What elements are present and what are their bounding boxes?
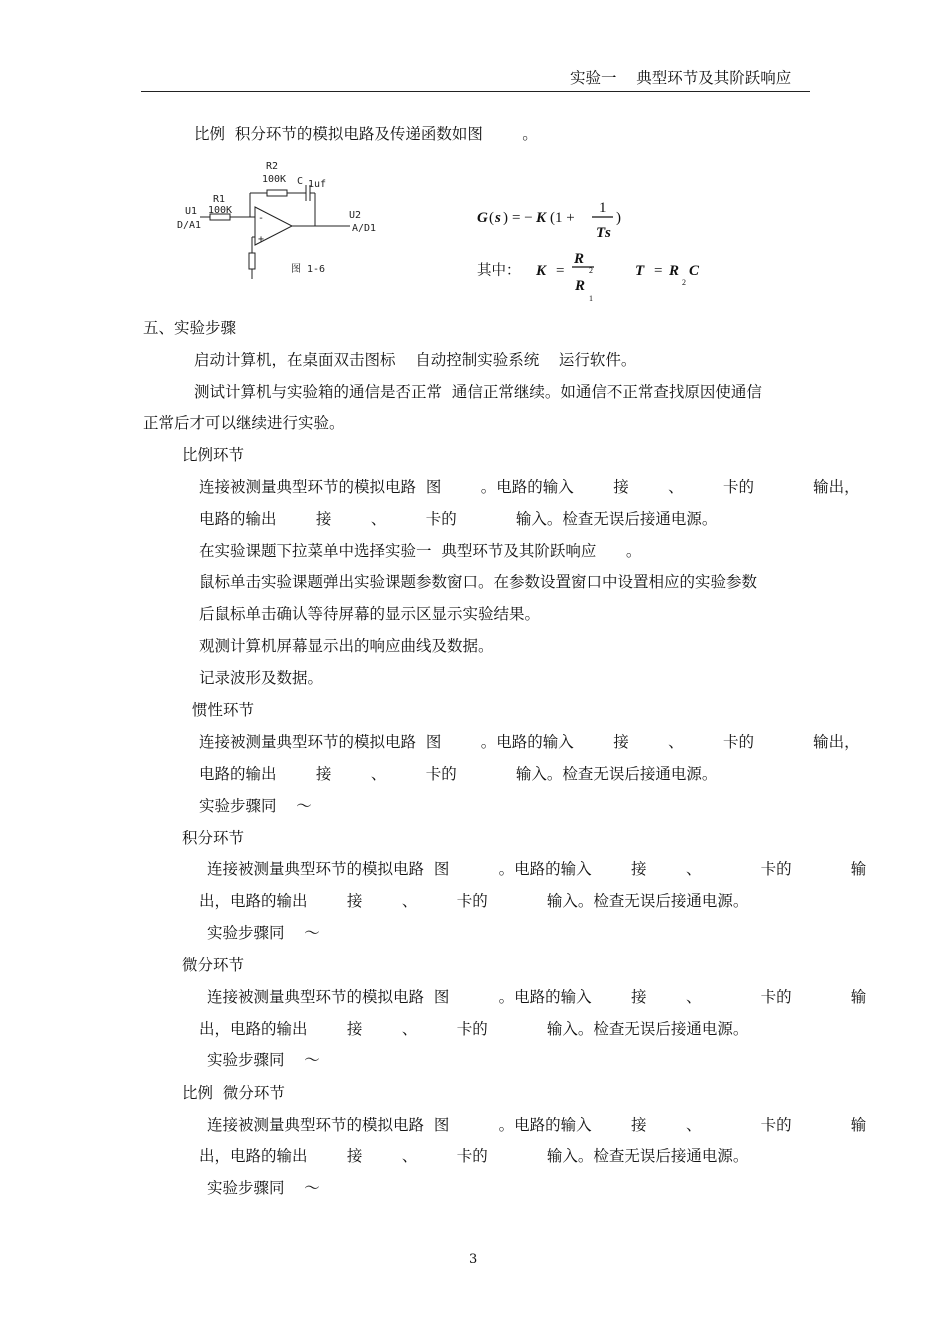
integral-step-2: 实验步骤同 ～ (207, 924, 320, 942)
u2-port: A/D1 (352, 223, 377, 234)
u1-port: D/A1 (177, 220, 202, 231)
step-1: 启动计算机，在桌面双击图标 自动控制实验系统 运行软件。 (194, 351, 637, 369)
eq-r-num-sub: 2 (589, 266, 593, 275)
eq-eq1: = (556, 263, 565, 279)
page-number: 3 (469, 1252, 478, 1267)
eq-r-den: R (575, 278, 586, 294)
u2-label: U2 (348, 210, 361, 221)
capacitor-label: C (297, 176, 304, 187)
proportional-step-2: 在实验课题下拉菜单中选择实验一 典型环节及其阶跃响应 。 (199, 542, 642, 560)
integral-step-1a: 连接被测量典型环节的模拟电路 图 。电路的输入 接 、 卡的 输 (207, 860, 867, 878)
step-2-line2: 正常后才可以继续进行实验。 (143, 414, 345, 432)
proportional-step-5: 记录波形及数据。 (199, 669, 324, 687)
plus-input-sign: + (258, 234, 265, 245)
eq-one-plus: (1 + (550, 210, 575, 226)
r2-value: 100K (262, 174, 287, 185)
differential-step-2: 实验步骤同 ～ (207, 1051, 320, 1069)
eq-r-den-sub: 1 (589, 294, 593, 303)
eq-numerator: 1 (599, 200, 607, 216)
eq-equals-neg: = − (512, 210, 533, 226)
proportional-title: 比例环节 (182, 446, 245, 464)
intro-text: 比例 积分环节的模拟电路及传递函数如图 。 (194, 125, 538, 143)
eq-k: K (536, 210, 547, 226)
r2-label: R2 (266, 161, 279, 172)
eq-r-num: R (574, 251, 585, 267)
svg-text:): ) (503, 210, 508, 226)
pd-step-2: 实验步骤同 ～ (207, 1179, 320, 1197)
differential-title: 微分环节 (182, 956, 245, 974)
differential-step-1a: 连接被测量典型环节的模拟电路 图 。电路的输入 接 、 卡的 输 (207, 988, 867, 1006)
differential-step-1b: 出，电路的输出 接 、 卡的 输入。检查无误后接通电源。 (199, 1020, 749, 1038)
pd-title: 比例 微分环节 (182, 1084, 285, 1102)
eq-r3-sub: 2 (682, 278, 686, 287)
proportional-step-1a: 连接被测量典型环节的模拟电路 图 。电路的输入 接 、 卡的 输出， (199, 478, 860, 496)
capacitor-value: 1uf (308, 179, 327, 190)
svg-text:(: ( (489, 210, 494, 226)
proportional-step-4: 观测计算机屏幕显示出的响应曲线及数据。 (199, 637, 494, 655)
minus-input-sign: - (258, 213, 265, 224)
step-2-line1: 测试计算机与实验箱的通信是否正常 通信正常继续。如通信不正常查找原因使通信 (194, 383, 762, 401)
eq-k2: K (536, 263, 547, 279)
header-rule (141, 91, 810, 92)
eq-s: s (495, 210, 501, 226)
running-header: 实验一 典型环节及其阶跃响应 (570, 69, 792, 87)
inertia-step-1b: 电路的输出 接 、 卡的 输入。检查无误后接通电源。 (199, 765, 718, 783)
integral-title: 积分环节 (182, 829, 245, 847)
eq-t: T (596, 225, 606, 241)
transfer-function (470, 190, 730, 310)
pd-step-1b: 出，电路的输出 接 、 卡的 输入。检查无误后接通电源。 (199, 1147, 749, 1165)
integral-step-1b: 出，电路的输出 接 、 卡的 输入。检查无误后接通电源。 (199, 892, 749, 910)
inertia-title: 惯性环节 (192, 701, 255, 719)
pd-step-1a: 连接被测量典型环节的模拟电路 图 。电路的输入 接 、 卡的 输 (207, 1116, 867, 1134)
eq-r3: R (669, 263, 680, 279)
proportional-step-3a: 鼠标单击实验课题弹出实验课题参数窗口。在参数设置窗口中设置相应的实验参数 (199, 573, 758, 591)
eq-g: G (477, 210, 488, 226)
proportional-step-1b: 电路的输出 接 、 卡的 输入。检查无误后接通电源。 (199, 510, 718, 528)
u1-label: U1 (185, 206, 198, 217)
figure-caption: 图 1-6 (291, 264, 326, 275)
circuit-diagram (170, 155, 377, 285)
eq-where: 其中： (477, 263, 521, 279)
r1-label: R1 (213, 194, 226, 205)
eq-s2: s (605, 225, 611, 241)
inertia-step-2: 实验步骤同 ～ (199, 797, 312, 815)
section-title: 五、实验步骤 (143, 319, 237, 337)
inertia-step-1a: 连接被测量典型环节的模拟电路 图 。电路的输入 接 、 卡的 输出， (199, 733, 860, 751)
eq-eq2: = (654, 263, 663, 279)
eq-c: C (689, 263, 700, 279)
proportional-step-3b: 后鼠标单击确认等待屏幕的显示区显示实验结果。 (199, 605, 541, 623)
r1-value: 100K (208, 205, 233, 216)
eq-close: ) (616, 210, 621, 226)
eq-t2: T (635, 263, 645, 279)
